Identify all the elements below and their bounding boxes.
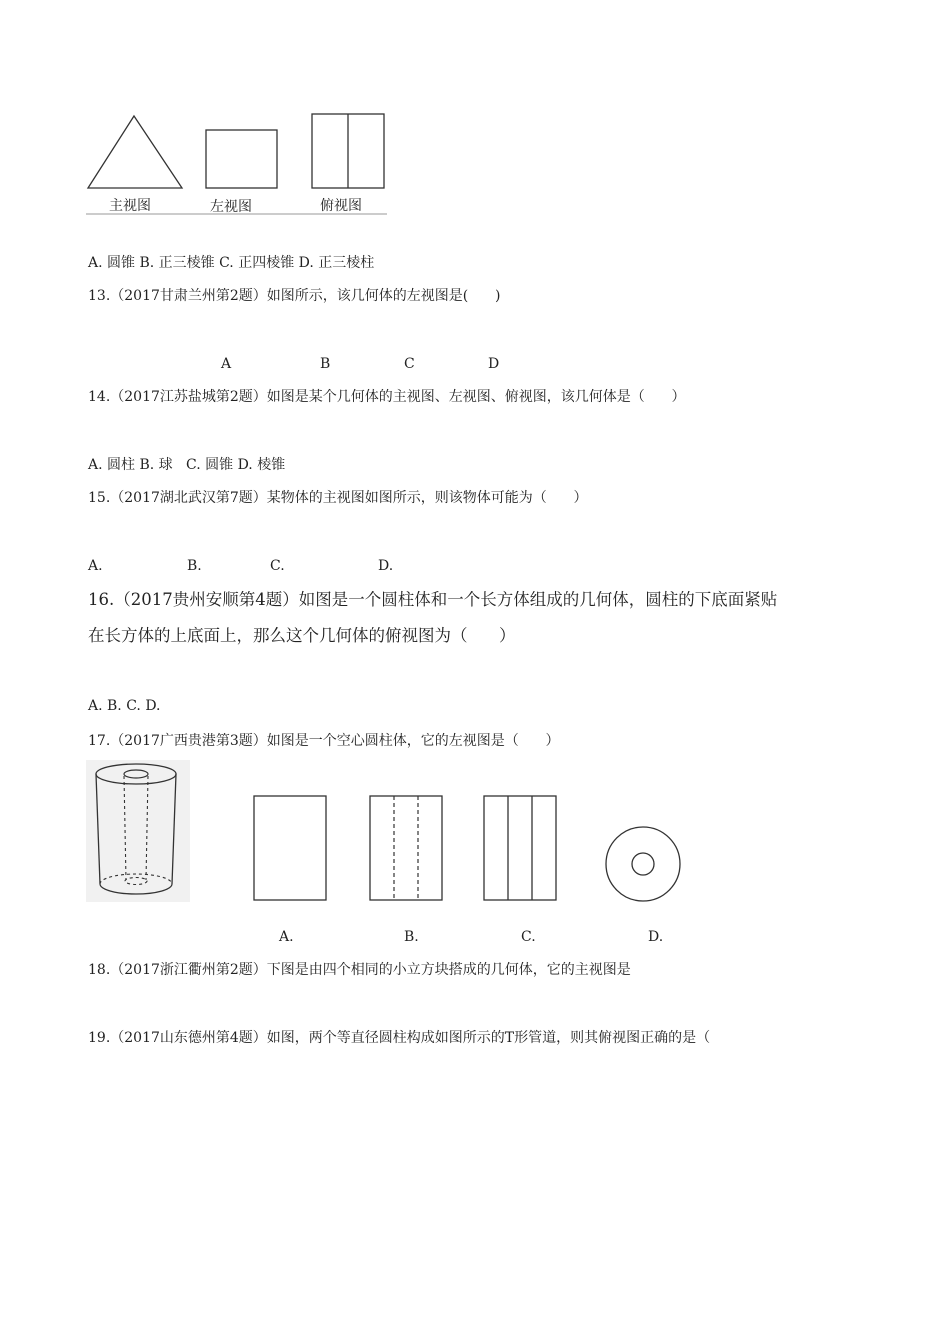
front-view-triangle <box>88 116 182 188</box>
q15-label-b: B. <box>187 558 202 574</box>
q16-options: A. B. C. D. <box>88 698 161 714</box>
q15-label-d: D. <box>378 558 394 574</box>
q17-label-a: A. <box>279 929 294 945</box>
q17-label-b: B. <box>404 929 419 945</box>
q13-text: 13.（2017甘肃兰州第2题）如图所示，该几何体的左视图是( ) <box>88 288 501 304</box>
q17-option-b-figure <box>370 796 442 900</box>
q17-figures <box>86 760 696 910</box>
q18-text: 18.（2017浙江衢州第2题）下图是由四个相同的小立方块搭成的几何体，它的主视图是 <box>88 962 631 978</box>
q13-label-b: B <box>320 356 331 372</box>
q17-text: 17.（2017广西贵港第3题）如图是一个空心圆柱体，它的左视图是（ ） <box>88 733 560 749</box>
q17-label-c: C. <box>521 929 536 945</box>
q16-text-line2: 在长方体的上底面上，那么这个几何体的俯视图为（ ） <box>88 626 516 645</box>
q13-label-d: D <box>488 356 500 372</box>
q14-text: 14.（2017江苏盐城第2题）如图是某个几何体的主视图、左视图、俯视图，该几何体是（ ） <box>88 389 686 405</box>
q13-label-a: A <box>221 356 232 372</box>
left-view-label: 左视图 <box>210 199 252 215</box>
q17-label-d: D. <box>648 929 664 945</box>
front-view-label: 主视图 <box>109 198 151 214</box>
q15-label-c: C. <box>270 558 285 574</box>
top-view-label: 俯视图 <box>320 198 362 214</box>
q17-option-d-figure <box>606 827 680 901</box>
q19-text: 19.（2017山东德州第4题）如图，两个等直径圆柱构成如图所示的T形管道，则其俯视图正确的是（ <box>88 1030 711 1046</box>
q17-option-a-figure <box>254 796 326 900</box>
q13-label-c: C <box>404 356 415 372</box>
q12-options: A. 圆锥 B. 正三棱锥 C. 正四棱锥 D. 正三棱柱 <box>88 255 375 271</box>
q15-text: 15.（2017湖北武汉第7题）某物体的主视图如图所示，则该物体可能为（ ） <box>88 490 588 506</box>
q17-option-c-figure <box>484 796 556 900</box>
hollow-cylinder-figure <box>86 760 190 902</box>
three-view-figure <box>84 110 389 220</box>
q14-options: A. 圆柱 B. 球 C. 圆锥 D. 棱锥 <box>88 457 286 473</box>
q16-text-line1: 16.（2017贵州安顺第4题）如图是一个圆柱体和一个长方体组成的几何体，圆柱的下底面紧贴 <box>88 590 778 609</box>
left-view-square <box>206 130 277 188</box>
q15-label-a: A. <box>88 558 103 574</box>
